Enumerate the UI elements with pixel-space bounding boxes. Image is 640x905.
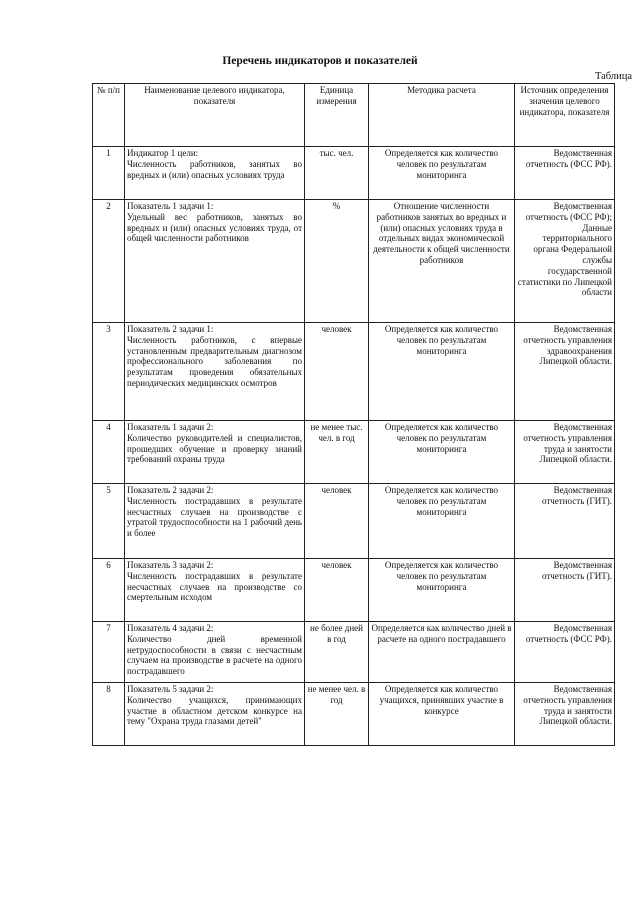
row-unit: человек: [305, 323, 369, 421]
row-method: Определяется как количество человек по результатам мониторинга: [369, 147, 515, 200]
header-source: Источник определения значения целевого индикатора, показателя: [515, 84, 615, 147]
row-method: Определяется как количество дней в расчете на одного пострадавшего: [369, 622, 515, 683]
header-unit: Единица измерения: [305, 84, 369, 147]
row-name-body: Количество учащихся, принимающих участие в областном детском конкурсе на тему "Охрана труда глазами детей": [127, 694, 302, 727]
row-source: Ведомственная отчетность (ФСС РФ).: [515, 147, 615, 200]
row-unit: не менее чел. в год: [305, 683, 369, 746]
row-num: 6: [93, 559, 125, 622]
table-header-row: [93, 84, 615, 147]
row-name-body: Количество дней временной нетрудоспособности в связи с несчастным случаем на производстве в расчете на одного пострадавшего: [127, 633, 302, 677]
row-unit: не менее тыс. чел. в год: [305, 421, 369, 484]
row-source: Ведомственная отчетность (ФСС РФ); Данные территориального органа Федеральной службы государственной статистики по Липецкой области: [515, 200, 615, 323]
row-source: Ведомственная отчетность (ФСС РФ).: [515, 622, 615, 683]
row-num: 2: [93, 200, 125, 323]
row-method: Определяется как количество человек по результатам мониторинга: [369, 421, 515, 484]
row-source: Ведомственная отчетность управления здравоохранения Липецкой области.: [515, 323, 615, 421]
row-name: [125, 622, 305, 683]
row-name-head: Показатель 4 задачи 2:: [127, 623, 214, 633]
row-source: Ведомственная отчетность (ГИТ).: [515, 559, 615, 622]
row-name-body: Количество руководителей и специалистов, прошедших обучение и проверку знаний требований охраны труда: [127, 432, 302, 465]
row-name-head: Показатель 1 задачи 1:: [127, 201, 214, 211]
row-source: Ведомственная отчетность управления труда и занятости Липецкой области.: [515, 683, 615, 746]
row-name-head: Показатель 5 задачи 2:: [127, 684, 214, 694]
table-row: [93, 484, 615, 559]
row-name-body: Численность работников, с впервые установленным предварительным диагнозом профессионального заболевания по результатам проведения обязательных периодических медицинских осмотров: [127, 334, 302, 388]
row-source: Ведомственная отчетность управления труда и занятости Липецкой области.: [515, 421, 615, 484]
row-method: Определяется как количество человек по результатам мониторинга: [369, 323, 515, 421]
row-method: Определяется как количество учащихся, принявших участие в конкурсе: [369, 683, 515, 746]
row-unit: не более дней в год: [305, 622, 369, 683]
table-row: [93, 200, 615, 323]
row-name-body: Численность пострадавших в результате несчастных случаев на производстве со смертельным исходом: [127, 570, 302, 603]
row-name: [125, 559, 305, 622]
row-name-head: Показатель 2 задачи 2:: [127, 485, 214, 495]
row-method: Определяется как количество человек по результатам мониторинга: [369, 484, 515, 559]
header-num: № п/п: [93, 84, 125, 147]
header-name: Наименование целевого индикатора, показателя: [125, 84, 305, 147]
table-row: [93, 323, 615, 421]
row-source: Ведомственная отчетность (ГИТ).: [515, 484, 615, 559]
row-name: [125, 683, 305, 746]
table-row: [93, 559, 615, 622]
row-unit: тыс. чел.: [305, 147, 369, 200]
table-row: [93, 622, 615, 683]
table-row: [93, 683, 615, 746]
row-method: Определяется как количество человек по результатам мониторинга: [369, 559, 515, 622]
row-name-head: Показатель 3 задачи 2:: [127, 560, 214, 570]
row-unit: человек: [305, 484, 369, 559]
row-name: [125, 484, 305, 559]
table-row: [93, 421, 615, 484]
row-name-body: Численность пострадавших в результате несчастных случаев на производстве с утратой трудоспособности на 1 рабочий день и более: [127, 495, 302, 539]
row-name: [125, 147, 305, 200]
indicators-table: [92, 83, 615, 746]
row-name-head: Показатель 1 задачи 2:: [127, 422, 214, 432]
row-name: [125, 323, 305, 421]
row-name-head: Индикатор 1 цели:: [127, 148, 199, 158]
row-name-body: Численность работников, занятых во вредных и (или) опасных условиях труда: [127, 158, 302, 180]
table-label: Таблица: [594, 71, 632, 82]
document-title: Перечень индикаторов и показателей: [222, 55, 418, 67]
table-row: [93, 147, 615, 200]
row-unit: человек: [305, 559, 369, 622]
row-num: 3: [93, 323, 125, 421]
row-unit: %: [305, 200, 369, 323]
row-num: 1: [93, 147, 125, 200]
header-method: Методика расчета: [369, 84, 515, 147]
row-name: [125, 421, 305, 484]
row-method: Отношение численности работников занятых во вредных и (или) опасных условиях труда в отдельных видах экономической деятельности к общей численности работников: [369, 200, 515, 323]
row-name: [125, 200, 305, 323]
row-name-head: Показатель 2 задачи 1:: [127, 324, 214, 334]
row-num: 5: [93, 484, 125, 559]
row-num: 8: [93, 683, 125, 746]
row-num: 7: [93, 622, 125, 683]
row-name-body: Удельный вес работников, занятых во вредных и (или) опасных условиях труда, от общей численности работников: [127, 211, 302, 244]
row-num: 4: [93, 421, 125, 484]
